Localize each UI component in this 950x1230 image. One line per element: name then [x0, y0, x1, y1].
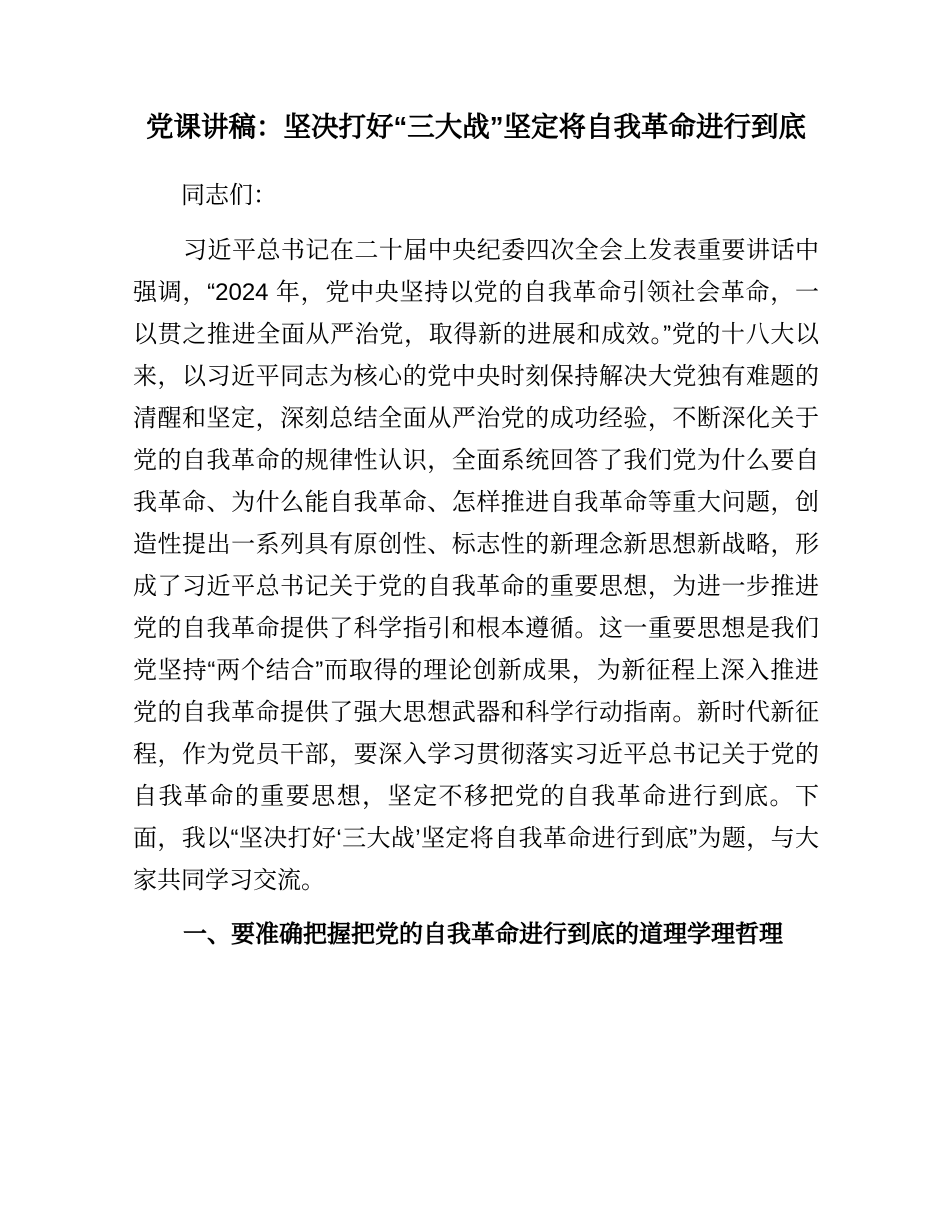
document-body	[133, 0, 819, 956]
section-heading-one: 一、要准确把握把党的自我革命进行到底的道理学理哲理	[183, 921, 783, 948]
salutation-line: 同志们：	[181, 182, 277, 209]
page-title: 党课讲稿：坚决打好“三大战”坚定将自我革命进行到底	[146, 111, 806, 142]
body-paragraph: 习近平总书记在二十届中央纪委四次全会上发表重要讲话中强调，“2024 年，党中央坚持以党的自我革命引领社会革命，一以贯之推进全面从严治党，取得新的进展和成效。”党的十八大以来，以习近平同志为核心的党中央时刻保持解决大党独有难题的清醒和坚定，深刻总结全面从严治党的成功经验，不断深化关于党的自我革命的规律性认识，全面系统回答了我们党为什么要自我革命、为什么能自我革命、怎样推进自我革命等重大问题，创造性提出一系列具有原创性、标志性的新理念新思想新战略，形成了习近平总书记关于党的自我革命的重要思想，为进一步推进党的自我革命提供了科学指引和根本遵循。这一重要思想是我们党坚持“两个结合”而取得的理论创新成果，为新征程上深入推进党的自我革命提供了强大思想武器和科学行动指南。新时代新征程，作为党员干部，要深入学习贯彻落实习近平总书记关于党的自我革命的重要思想，坚定不移把党的自我革命进行到底。下面，我以“坚决打好‘三大战’坚定将自我革命进行到底”为题，与大家共同学习交流。	[133, 237, 819, 894]
